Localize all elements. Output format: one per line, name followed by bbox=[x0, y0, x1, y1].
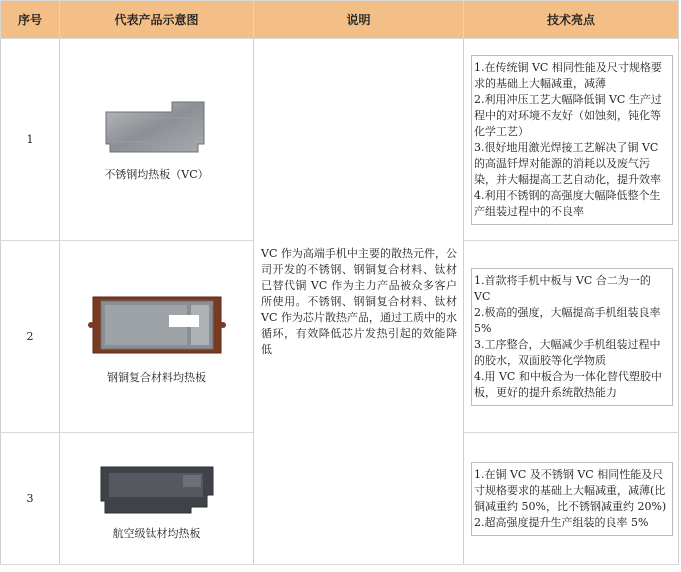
features-box bbox=[471, 462, 673, 536]
feature-item: 1.首款将手机中板与 VC 合二为一的 VC bbox=[474, 273, 651, 303]
header-features: 技术亮点 bbox=[464, 1, 679, 39]
product-cell bbox=[60, 241, 254, 433]
header-description: 说明 bbox=[254, 1, 464, 39]
product-name: 不锈钢均热板（VC） bbox=[104, 167, 209, 181]
steel-copper-vc-image bbox=[87, 289, 227, 361]
row-number: 3 bbox=[1, 433, 60, 565]
feature-item: 3.工序整合，大幅减少手机组装过程中的胶水，双面胶等化学物质 bbox=[474, 337, 661, 367]
feature-item: 1.在铜 VC 及不锈钢 VC 相同性能及尺寸规格要求的基础上大幅减重，减薄(比铜减重约 50%，比不锈钢减重约 20%) bbox=[474, 467, 667, 513]
feature-item: 2.超高强度提升生产组装的良率 5% bbox=[474, 515, 649, 529]
feature-item: 4.用 VC 和中板合为一体化替代塑胶中板，更好的提升系统散热能力 bbox=[474, 369, 662, 399]
feature-item: 2.极高的强度，大幅提高手机组装良率 5% bbox=[474, 305, 661, 335]
feature-item: 1.在传统铜 VC 相同性能及尺寸规格要求的基础上大幅减重，减薄 bbox=[474, 60, 662, 90]
features-cell bbox=[464, 241, 679, 433]
description-cell bbox=[254, 39, 464, 565]
row-number: 2 bbox=[1, 241, 60, 433]
table-row bbox=[1, 39, 679, 241]
header-no: 序号 bbox=[1, 1, 60, 39]
row-number: 1 bbox=[1, 39, 60, 241]
product-cell bbox=[60, 433, 254, 565]
features-box bbox=[471, 268, 673, 406]
product-name: 航空级钛材均热板 bbox=[112, 526, 201, 540]
stainless-vc-image bbox=[102, 98, 212, 158]
titanium-vc-image bbox=[95, 457, 219, 517]
feature-item: 2.利用冲压工艺大幅降低铜 VC 生产过程中的对环境不友好（如蚀刻，钝化等化学工艺） bbox=[474, 92, 662, 138]
features-cell bbox=[464, 433, 679, 565]
feature-item: 3.很好地用激光焊接工艺解决了铜 VC 的高温钎焊对能源的消耗以及废气污染，并大幅提高工艺自动化，提升效率 bbox=[474, 140, 661, 186]
features-box bbox=[471, 55, 673, 225]
features-cell bbox=[464, 39, 679, 241]
header-image: 代表产品示意图 bbox=[60, 1, 254, 39]
description-text: VC 作为高端手机中主要的散热元件，公司开发的不锈钢、钢铜复合材料、钛材已替代铜 VC 作为主力产品被众多客户所使用。不锈钢、钢铜复合材料、钛材 VC 作为芯片散热产品，通过工质中的水循环，有效降低芯片发热引起的效能降低 bbox=[261, 246, 457, 356]
feature-item: 4.利用不锈钢的高强度大幅降低整个生产组装过程中的不良率 bbox=[474, 188, 661, 218]
product-name: 钢铜复合材料均热板 bbox=[107, 370, 206, 384]
product-cell bbox=[60, 39, 254, 241]
header-row bbox=[1, 1, 679, 39]
